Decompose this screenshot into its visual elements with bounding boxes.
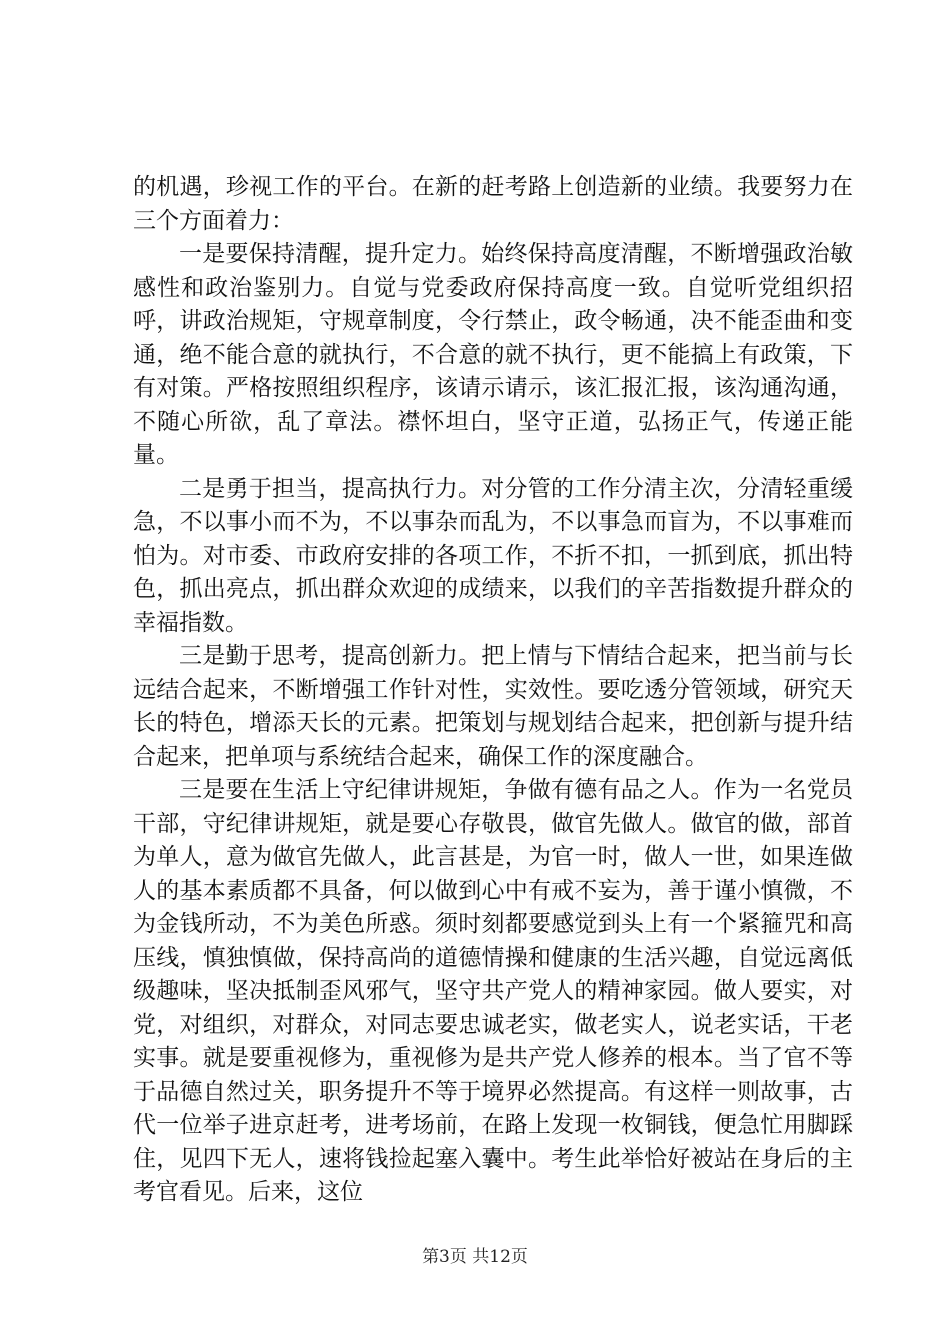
page-number-footer: 第3页 共12页 <box>422 1247 528 1267</box>
paragraph-4: 三是勤于思考，提高创新力。把上情与下情结合起来，把当前与长远结合起来，不断增强工作针对性，实效性。要吃透分管领域，研究天长的特色，增添天长的元素。把策划与规划结合起来，把创新与提升结合起来，把单项与系统结合起来，确保工作的深度融合。 <box>133 643 853 770</box>
paragraph-1: 的机遇，珍视工作的平台。在新的赶考路上创造新的业绩。我要努力在三个方面着力： <box>133 174 853 234</box>
paragraph-3: 二是勇于担当，提高执行力。对分管的工作分清主次，分清轻重缓急，不以事小而不为，不以事杂而乱为，不以事急而盲为，不以事难而怕为。对市委、市政府安排的各项工作，不折不扣，一抓到底，抓出特色，抓出亮点，抓出群众欢迎的成绩来，以我们的辛苦指数提升群众的幸福指数。 <box>133 475 853 636</box>
paragraph-5: 三是要在生活上守纪律讲规矩，争做有德有品之人。作为一名党员干部，守纪律讲规矩，就是要心存敬畏，做官先做人。做官的做，部首为单人，意为做官先做人，此言甚是，为官一时，做人一世，如果连做人的基本素质都不具备，何以做到心中有戒不妄为，善于谨小慎微，不为金钱所动，不为美色所惑。须时刻都要感觉到头上有一个紧箍咒和高压线，慎独慎做，保持高尚的道德情操和健康的生活兴趣，自觉远离低级趣味，坚决抵制歪风邪气，坚守共产党人的精神家园。做人要实，对党，对组织，对群众，对同志要忠诚老实，做老实人，说老实话，干老实事。就是要重视修为，重视修为是共产党人修养的根本。当了官不等于品德自然过关，职务提升不等于境界必然提高。有这样一则故事，古代一位举子进京赶考，进考场前，在路上发现一枚铜钱，便急忙用脚踩住，见四下无人，速将钱捡起塞入囊中。考生此举恰好被站在身后的主考官看见。后来，这位 <box>133 777 853 1205</box>
document-body <box>133 171 853 1210</box>
paragraph-2: 一是要保持清醒，提升定力。始终保持高度清醒，不断增强政治敏感性和政治鉴别力。自觉与党委政府保持高度一致。自觉听党组织招呼，讲政治规矩，守规章制度，令行禁止，政令畅通，决不能歪曲和变通，绝不能合意的就执行，不合意的就不执行，更不能搞上有政策，下有对策。严格按照组织程序，该请示请示，该汇报汇报，该沟通沟通，不随心所欲，乱了章法。襟怀坦白，坚守正道，弘扬正气，传递正能量。 <box>133 241 853 468</box>
